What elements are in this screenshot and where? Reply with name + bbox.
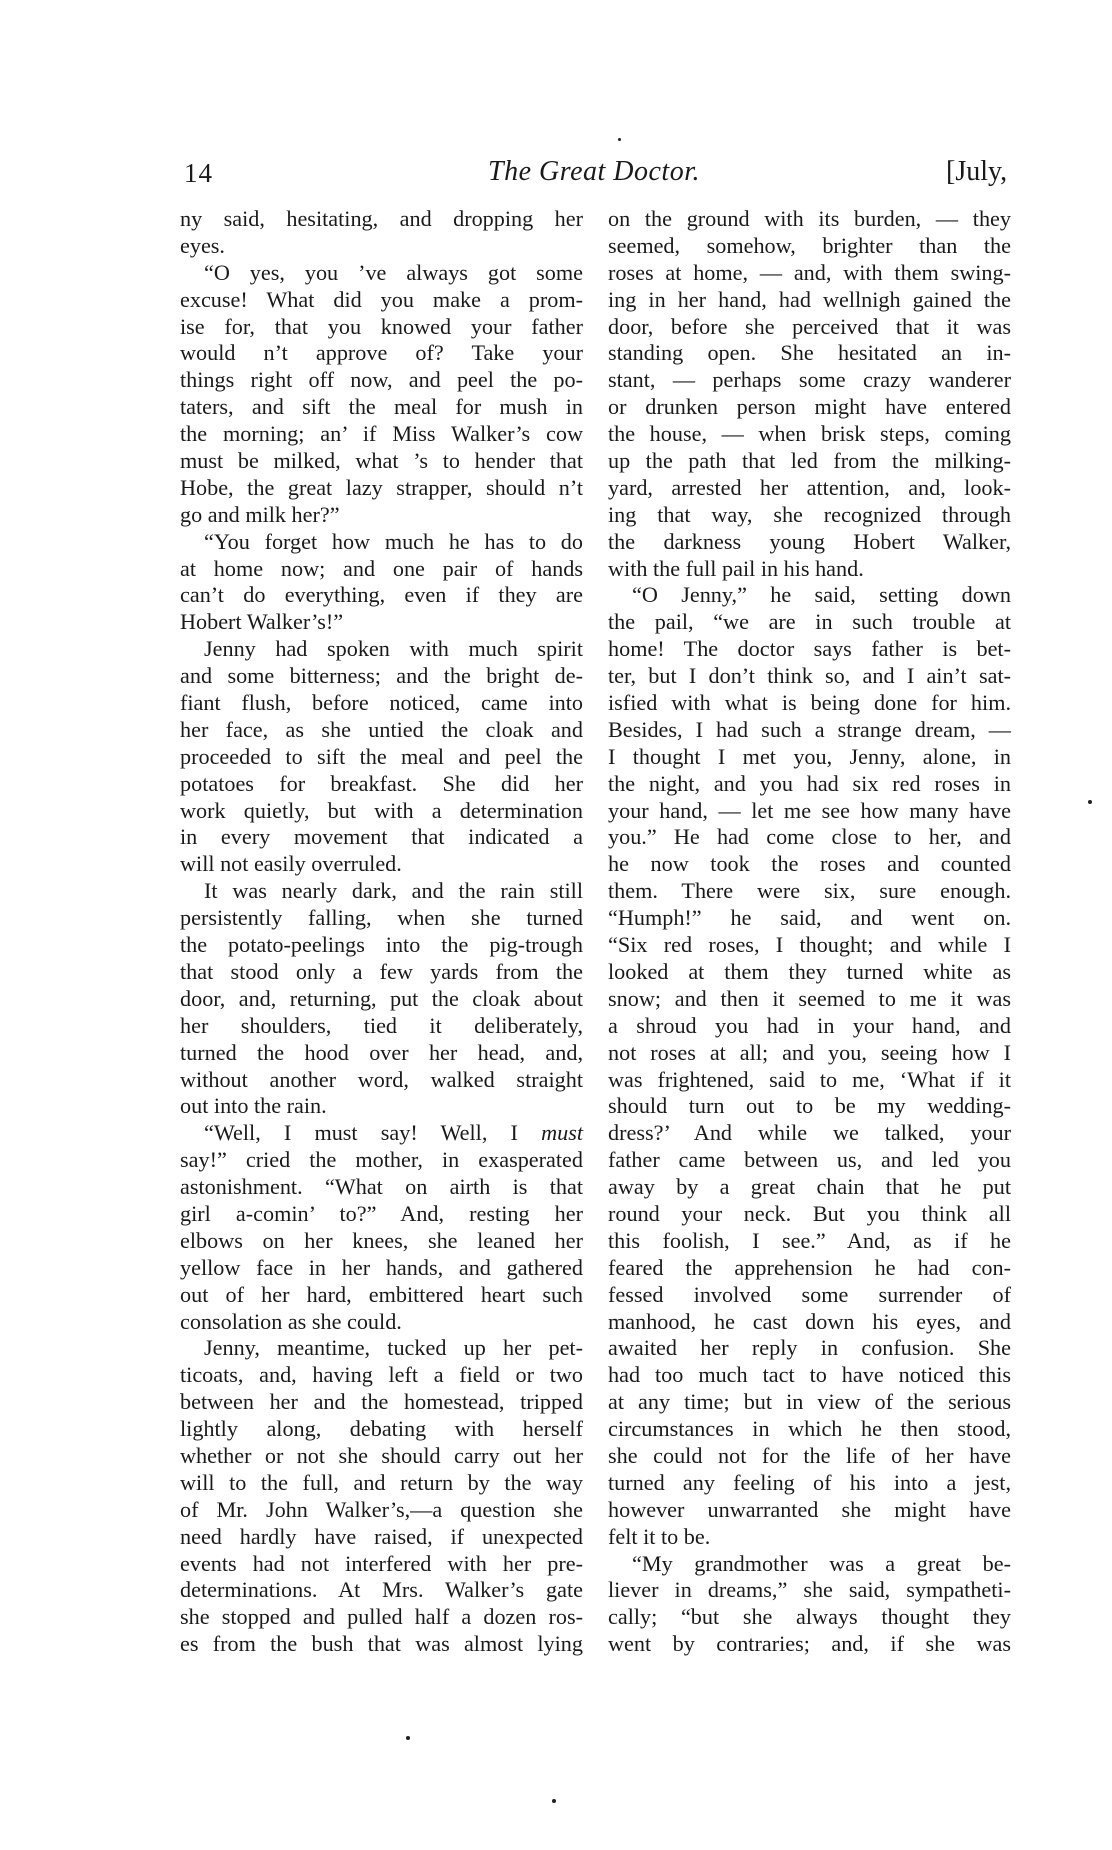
scan-speck — [1088, 800, 1092, 804]
text-line: cally; “but she always thought they — [608, 1604, 1011, 1630]
text-line: es from the bush that was almost lying — [180, 1631, 583, 1657]
text-line: fessed involved some surrender of — [608, 1281, 1011, 1307]
text-line: however unwarranted she might have — [608, 1496, 1011, 1522]
scan-speck — [618, 138, 621, 141]
text-line: she stopped and pulled half a dozen ros- — [180, 1604, 583, 1630]
text-line: the darkness young Hobert Walker, — [608, 528, 1011, 554]
text-line: felt it to be. — [608, 1523, 711, 1549]
text-line: between her and the homestead, tripped — [180, 1389, 583, 1415]
text-line: the morning; an’ if Miss Walker’s cow — [180, 421, 583, 447]
text-line: can’t do everything, even if they are — [180, 582, 583, 608]
text-line: had too much tact to have noticed this — [608, 1362, 1011, 1388]
text-line: should turn out to be my wedding- — [608, 1093, 1011, 1119]
text-line: manhood, he cast down his eyes, and — [608, 1308, 1011, 1334]
text-line: snow; and then it seemed to me it was — [608, 985, 1011, 1011]
text-line: feared the apprehension he had con- — [608, 1254, 1011, 1280]
text-line: will not easily overruled. — [180, 851, 402, 877]
text-line: ise for, that you knowed your father — [180, 313, 583, 339]
text-line: “Humph!” he said, and went on. — [608, 905, 1011, 931]
text-line: work quietly, but with a determination — [180, 797, 583, 823]
text-line: of Mr. John Walker’s,—a question she — [180, 1496, 583, 1522]
text-line: potatoes for breakfast. She did her — [180, 770, 583, 796]
running-date: [July, — [946, 156, 1008, 187]
text-column-left — [180, 206, 583, 1658]
text-line: out of her hard, embittered heart such — [180, 1281, 583, 1307]
text-line: dress?’ And while we talked, your — [608, 1120, 1011, 1146]
text-line: persistently falling, when she turned — [180, 905, 583, 931]
text-line: “Six red roses, I thought; and while I — [608, 932, 1011, 958]
text-line: home! The doctor says father is bet- — [608, 636, 1011, 662]
text-line: standing open. She hesitated an in- — [608, 340, 1011, 366]
text-line: or drunken person might have entered — [608, 394, 1011, 420]
text-line: he now took the roses and counted — [608, 851, 1011, 877]
text-line: her face, as she untied the cloak and — [180, 716, 583, 742]
text-line: at home now; and one pair of hands — [180, 555, 583, 581]
text-line: yard, arrested her attention, and, look- — [608, 474, 1011, 500]
text-line: proceeded to sift the meal and peel the — [180, 743, 583, 769]
text-line: determinations. At Mrs. Walker’s gate — [180, 1577, 583, 1603]
text-line: you.” He had come close to her, and — [608, 824, 1011, 850]
text-line: in every movement that indicated a — [180, 824, 583, 850]
text-line: ter, but I don’t think so, and I ain’t sat- — [608, 663, 1011, 689]
text-line: would n’t approve of? Take your — [180, 340, 583, 366]
text-line: must be milked, what ’s to hender that — [180, 448, 583, 474]
text-line: fiant flush, before noticed, came into — [180, 690, 583, 716]
text-line: the potato-peelings into the pig-trough — [180, 932, 583, 958]
text-line: Jenny, meantime, tucked up her pet- — [204, 1335, 583, 1361]
text-line: yellow face in her hands, and gathered — [180, 1254, 583, 1280]
text-line: “You forget how much he has to do — [204, 528, 583, 554]
text-line: events had not interfered with her pre- — [180, 1550, 583, 1576]
text-line: the night, and you had six red roses in — [608, 770, 1011, 796]
scan-speck — [406, 1736, 410, 1740]
text-line: out into the rain. — [180, 1093, 327, 1119]
text-line: Hobe, the great lazy strapper, should n’t — [180, 474, 583, 500]
text-line: round your neck. But you think all — [608, 1200, 1011, 1226]
text-line: not roses at all; and you, seeing how I — [608, 1039, 1011, 1065]
text-line: and some bitterness; and the bright de- — [180, 663, 583, 689]
text-line: ticoats, and, having left a field or two — [180, 1362, 583, 1388]
text-line: on the ground with its burden, — they — [608, 206, 1011, 231]
text-line: Hobert Walker’s!” — [180, 609, 344, 635]
text-line: Besides, I had such a strange dream, — — [608, 716, 1011, 742]
text-line: at any time; but in view of the serious — [608, 1389, 1011, 1415]
text-line: elbows on her knees, she leaned her — [180, 1227, 583, 1253]
running-head — [0, 156, 1112, 192]
text-line: will to the full, and return by the way — [180, 1469, 583, 1495]
text-line: taters, and sift the meal for mush in — [180, 394, 583, 420]
text-line: a shroud you had in your hand, and — [608, 1012, 1011, 1038]
text-line: door, and, returning, put the cloak about — [180, 985, 583, 1011]
text-line: eyes. — [180, 232, 225, 258]
running-title: The Great Doctor. — [488, 156, 701, 187]
text-line: go and milk her?” — [180, 501, 340, 527]
text-line: your hand, — let me see how many have — [608, 797, 1011, 823]
scan-speck — [552, 1799, 556, 1803]
text-line: turned the hood over her head, and, — [180, 1039, 583, 1065]
text-line: awaited her reply in confusion. She — [608, 1335, 1011, 1361]
text-line: door, before she perceived that it was — [608, 313, 1011, 339]
text-line: turned any feeling of his into a jest, — [608, 1469, 1011, 1495]
text-line: “O Jenny,” he said, setting down — [632, 582, 1011, 608]
text-line: say!” cried the mother, in exasperated — [180, 1147, 583, 1173]
text-line: things right off now, and peel the po- — [180, 367, 583, 393]
text-line: ing that way, she recognized through — [608, 501, 1011, 527]
page-number: 14 — [184, 158, 213, 188]
emphasis: must — [541, 1120, 583, 1146]
text-line: with the full pail in his hand. — [608, 555, 864, 581]
text-line: stant, — perhaps some crazy wanderer — [608, 367, 1011, 393]
text-line: roses at home, — and, with them swing- — [608, 259, 1011, 285]
text-line: without another word, walked straight — [180, 1066, 583, 1092]
text-line: her shoulders, tied it deliberately, — [180, 1012, 583, 1038]
text-line: father came between us, and led you — [608, 1147, 1011, 1173]
text-line: was frightened, said to me, ‘What if it — [608, 1066, 1011, 1092]
text-line: “O yes, you ’ve always got some — [204, 259, 583, 285]
text-line: liever in dreams,” she said, sympatheti- — [608, 1577, 1011, 1603]
text-line: excuse! What did you make a prom- — [180, 286, 583, 312]
text-line: lightly along, debating with herself — [180, 1416, 583, 1442]
text-line: isfied with what is being done for him. — [608, 690, 1011, 716]
text-line: away by a great chain that he put — [608, 1174, 1011, 1200]
text-line: that stood only a few yards from the — [180, 958, 583, 984]
text-line: girl a-comin’ to?” And, resting her — [180, 1200, 583, 1226]
text-line: the house, — when brisk steps, coming — [608, 421, 1011, 447]
text-line: seemed, somehow, brighter than the — [608, 232, 1011, 258]
text-line: whether or not she should carry out her — [180, 1442, 583, 1468]
text-line: Jenny had spoken with much spirit — [204, 636, 583, 662]
text-line: need hardly have raised, if unexpected — [180, 1523, 583, 1549]
text-line: looked at them they turned white as — [608, 958, 1011, 984]
text-line: them. There were six, sure enough. — [608, 878, 1011, 904]
text-line: ing in her hand, had wellnigh gained the — [608, 286, 1011, 312]
text-line: circumstances in which he then stood, — [608, 1416, 1011, 1442]
text-line: “Well, I must say! Well, I must — [204, 1120, 583, 1146]
text-line: astonishment. “What on airth is that — [180, 1174, 583, 1200]
text-line: “My grandmother was a great be- — [632, 1550, 1011, 1576]
text-line: this foolish, I see.” And, as if he — [608, 1227, 1011, 1253]
text-line: the pail, “we are in such trouble at — [608, 609, 1011, 635]
text-line: I thought I met you, Jenny, alone, in — [608, 743, 1011, 769]
text-line: It was nearly dark, and the rain still — [204, 878, 583, 904]
text-line: up the path that led from the milking- — [608, 448, 1011, 474]
text-line: ny said, hesitating, and dropping her — [180, 206, 583, 231]
text-line: she could not for the life of her have — [608, 1442, 1011, 1468]
text-line: consolation as she could. — [180, 1308, 402, 1334]
text-line: went by contraries; and, if she was — [608, 1631, 1011, 1657]
text-column-right — [608, 206, 1011, 1658]
